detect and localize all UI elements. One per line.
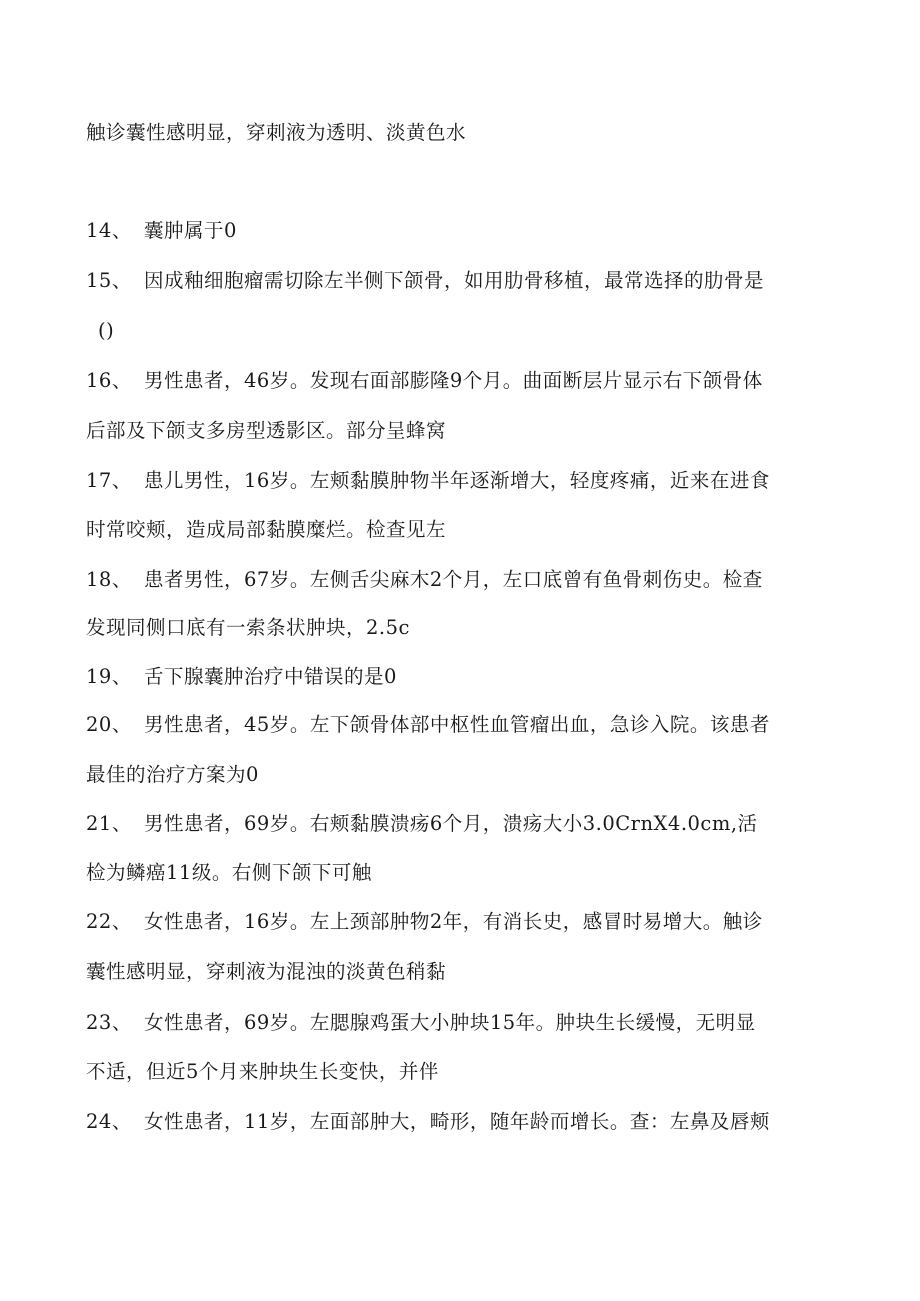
question-number: 17、 (86, 469, 132, 492)
question-number: 22、 (86, 910, 132, 933)
question-20 (86, 713, 770, 737)
question-text: 男性患者，69岁。右颊黏膜溃疡6个月，溃疡大小3.0CrnX4.0cm,活 (144, 812, 758, 835)
question-22-continuation: 囊性感明显，穿刺液为混浊的淡黄色稍黏 (86, 960, 447, 983)
question-23-continuation: 不适，但近5个月来肿块生长变快，并伴 (86, 1060, 439, 1083)
question-18 (86, 568, 763, 592)
question-17 (86, 469, 770, 493)
question-number: 15、 (86, 269, 132, 292)
question-number: 14、 (86, 219, 132, 242)
question-24 (86, 1110, 770, 1134)
question-15 (86, 269, 764, 293)
question-text: 女性患者，16岁。左上颈部肿物2年，有消长史，感冒时易增大。触诊 (144, 910, 763, 933)
question-text: 因成釉细胞瘤需切除左半侧下颌骨，如用肋骨移植，最常选择的肋骨是 (144, 269, 765, 292)
question-number: 20、 (86, 713, 132, 736)
question-21 (86, 812, 758, 836)
question-22 (86, 910, 763, 934)
question-text: 男性患者，46岁。发现右面部膨隆9个月。曲面断层片显示右下颌骨体 (144, 369, 763, 392)
question-text: 男性患者，45岁。左下颌骨体部中枢性血管瘤出血，急诊入院。该患者 (144, 713, 770, 736)
question-16-continuation: 后部及下颌支多房型透影区。部分呈蜂窝 (86, 419, 447, 442)
question-16 (86, 369, 763, 393)
question-number: 23、 (86, 1011, 132, 1034)
question-23 (86, 1011, 756, 1035)
intro-text: 触诊囊性感明显，穿刺液为透明、淡黄色水 (86, 121, 467, 144)
question-number: 18、 (86, 568, 132, 591)
question-18-continuation: 发现同侧口底有一索条状肿块，2.5c (86, 616, 410, 639)
question-19 (86, 665, 397, 689)
question-text: 患儿男性，16岁。左颊黏膜肿物半年逐渐增大，轻度疼痛，近来在进食 (144, 469, 770, 492)
question-17-continuation: 时常咬颊，造成局部黏膜糜烂。检查见左 (86, 518, 447, 541)
question-text: 舌下腺囊肿治疗中错误的是0 (144, 665, 397, 688)
question-number: 16、 (86, 369, 132, 392)
question-text: 患者男性，67岁。左侧舌尖麻木2个月，左口底曾有鱼骨刺伤史。检查 (144, 568, 763, 591)
question-number: 24、 (86, 1110, 132, 1133)
question-text: 女性患者，69岁。左腮腺鸡蛋大小肿块15年。肿块生长缓慢，无明显 (144, 1011, 756, 1034)
question-text: 囊肿属于0 (144, 219, 237, 242)
question-number: 19、 (86, 665, 132, 688)
question-text: 女性患者，11岁，左面部肿大，畸形，随年龄而增长。查：左鼻及唇颊 (144, 1110, 770, 1133)
question-number: 21、 (86, 812, 132, 835)
question-21-continuation: 检为鳞癌11级。右侧下颌下可触 (86, 861, 372, 884)
question-15-continuation: () (98, 319, 115, 342)
question-20-continuation: 最佳的治疗方案为0 (86, 763, 259, 786)
question-14 (86, 219, 237, 243)
